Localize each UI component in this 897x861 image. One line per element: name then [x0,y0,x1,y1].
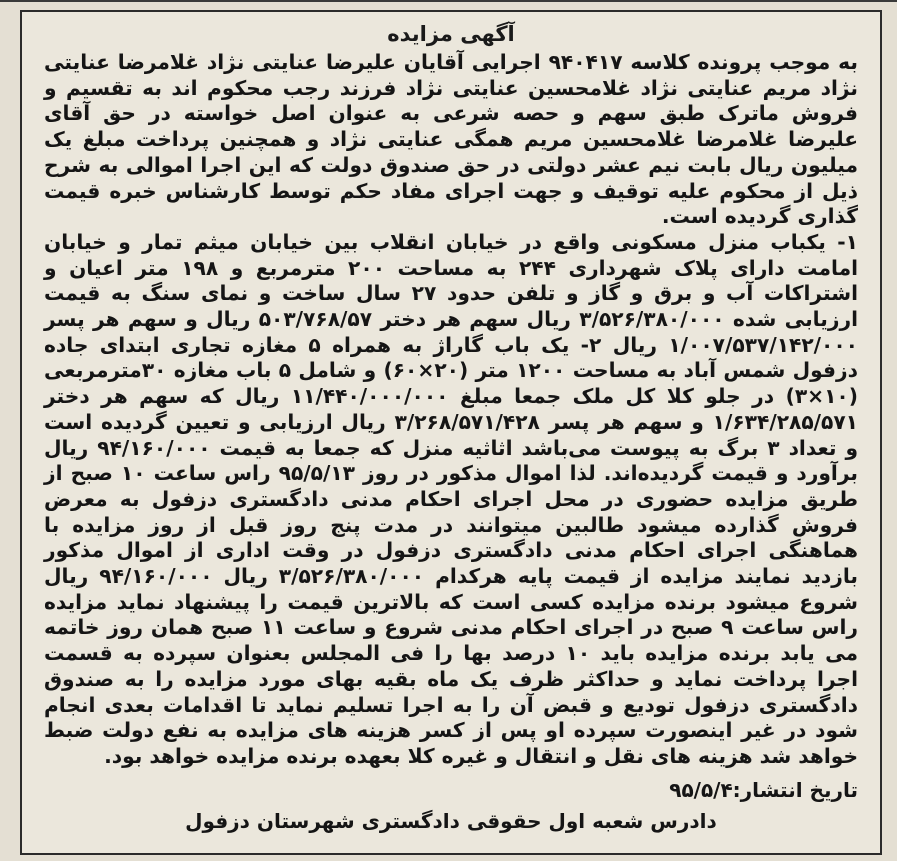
notice-body [44,50,858,770]
notice-paragraph-intro: به موجب پرونده کلاسه ۹۴۰۴۱۷ اجرایی آقایان علیرضا عنایتی نژاد غلامرضا عنایتی نژاد مریم عنایتی نژاد غلامحسین عنایتی نژاد فرزند رجب محکوم اند به تقسیم و فروش ماترک طبق سهم و حصه شرعی به عنوان اصل خواسته در حق آقای علیرضا غلامرضا غلامحسین مریم همگی عنایتی نژاد و همچنین پرداخت مبلغ یک میلیون ریال بابت نیم عشر دولتی در حق صندوق دولت که این اجرا اموالی به شرح ذیل از محکوم علیه توقیف و جهت اجرای مفاد حکم توسط کارشناس خبره قیمت گذاری گردیده است. [44,50,858,229]
notice-frame [20,10,882,855]
notice-paragraph-items: ۱- یکباب منزل مسکونی واقع در خیابان انقلاب بین خیابان میثم تمار و خیابان امامت دارای پلاک شهرداری ۲۴۴ به مساحت ۲۰۰ مترمربع و ۱۹۸ متر اعیان و اشتراکات آب و برق و گاز و تلفن حدود ۲۷ سال ساخت و نمای سنگ به قیمت ارزیابی شده ۳/۵۲۶/۳۸۰/۰۰۰ ریال سهم هر دختر ۵۰۳/۷۶۸/۵۷ ریال و سهم هر پسر ۱/۰۰۷/۵۳۷/۱۴۲/۰۰۰ ریال ۲- یک باب گاراژ به همراه ۵ مغازه تجاری ابتدای جاده دزفول شمس آباد به مساحت ۱۲۰۰ متر (۲۰×۶۰) و شامل ۵ باب مغازه ۳۰مترمربعی (۱۰×۳) در جلو کلا کل ملک جمعا مبلغ ۱۱/۴۴۰/۰۰۰/۰۰۰ ریال که سهم هر دختر ۱/۶۳۴/۲۸۵/۵۷۱ و سهم هر پسر ۳/۲۶۸/۵۷۱/۴۲۸ ریال ارزیابی و تعیین گردیده است و تعداد ۳ برگ به پیوست می‌باشد اثاثیه منزل که جمعا به قیمت ۹۴/۱۶۰/۰۰۰ ریال برآورد و قیمت گردیده‌اند. لذا اموال مذکور در روز ۹۵/۵/۱۳ راس ساعت ۱۰ صبح از طریق مزایده حضوری در محل اجرای احکام مدنی دادگستری دزفول به معرض فروش گذارده میشود طالبین میتوانند در مدت پنج روز قبل از روز مزایده با هماهنگی اجرای احکام مدنی دادگستری دزفول در وقت اداری از اموال مذکور بازدید نمایند مزایده از قیمت پایه هرکدام ۳/۵۲۶/۳۸۰/۰۰۰ ریال ۹۴/۱۶۰/۰۰۰ ریال شروع میشود برنده مزایده کسی است که بالاترین قیمت را پیشنهاد نماید مزایده راس ساعت ۹ صبح در اجرای احکام مدنی شروع و ساعت ۱۱ صبح همان روز خاتمه می یابد برنده مزایده باید ۱۰ درصد بها را فی المجلس بعنوان سپرده به قسمت اجرا پرداخت نماید و حداکثر ظرف یک ماه بقیه بهای مورد مزایده را به صندوق دادگستری دزفول تودیع و قبض آن را به اجرا تسلیم نماید تا اقدامات بعدی انجام شود در غیر اینصورت سپرده او پس از کسر هزینه های مزایده به نفع دولت ضبط خواهد شد هزینه های نقل و انتقال و غیره کلا بعهده برنده مزایده خواهد بود. [44,229,859,768]
notice-signature: دادرس شعبه اول حقوقی دادگستری شهرستان دزفول [185,809,717,833]
publication-date: تاریخ انتشار:۹۵/۵/۴ [669,778,858,802]
notice-title: آگهی مزایده [387,22,515,46]
